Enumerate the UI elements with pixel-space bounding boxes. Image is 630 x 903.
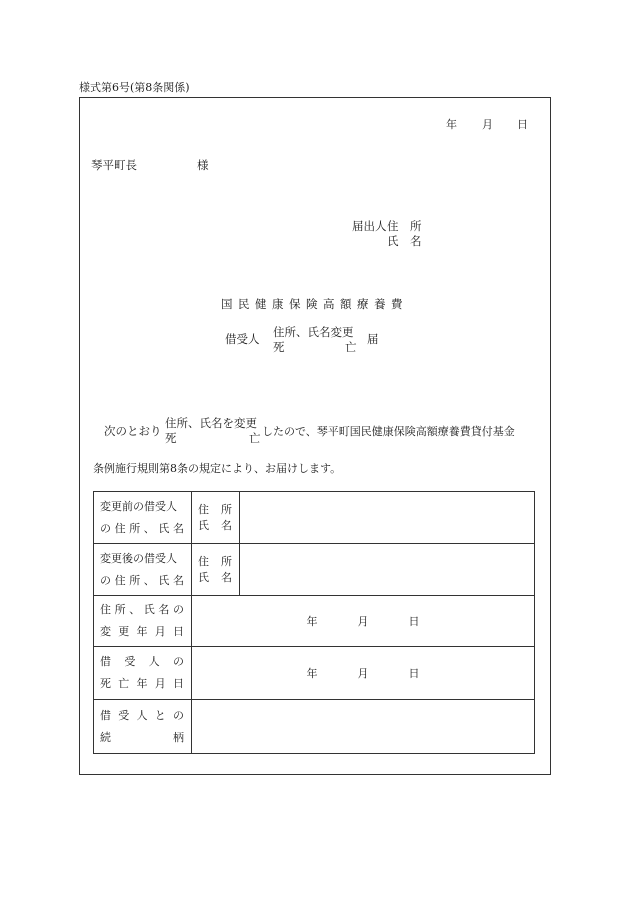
table-row <box>94 544 535 596</box>
body-prefix: 次のとおり <box>104 424 162 438</box>
body-sentence: したので、琴平町国民健康保険高額療養費貸付基金 <box>262 425 515 438</box>
title-option-death-1: 死 <box>273 340 285 354</box>
applicant-address-label: 住 所 <box>387 219 422 233</box>
row-label <box>94 544 192 596</box>
table-row <box>94 492 535 544</box>
title-option-death-2: 亡 <box>345 340 357 354</box>
label-line: 変更前の借受人 <box>100 499 177 513</box>
label-line: の 住 所 、 氏 名 <box>100 573 184 587</box>
table-row <box>94 647 535 700</box>
before-address-name-field[interactable] <box>240 492 535 544</box>
table-row <box>94 700 535 754</box>
row-label <box>94 492 192 544</box>
relationship-field[interactable] <box>192 700 535 754</box>
row-label: 住 所 、 氏 名 の 変 更 年 月 日 <box>94 596 192 647</box>
addressee-name: 琴平町長 <box>91 158 137 172</box>
after-address-name-field[interactable] <box>240 544 535 596</box>
form-number-label: 様式第6号(第8条関係) <box>79 81 190 94</box>
title-suffix: 届 <box>367 332 379 346</box>
body-option-change: 住所、氏名を変更 <box>165 416 257 430</box>
address-name-label: 住 所 氏 名 <box>192 492 240 544</box>
row-label: 借 受 人 と の 続 柄 <box>94 700 192 754</box>
label-line: 変更後の借受人 <box>100 551 177 565</box>
row-label: 借 受 人 の 死 亡 年 月 日 <box>94 647 192 700</box>
date-day-label: 日 <box>517 118 528 131</box>
addressee-honorific: 様 <box>197 158 209 172</box>
table-row <box>94 596 535 647</box>
title-borrower-label: 借受人 <box>225 332 260 346</box>
label-line: の 住 所 、 氏 名 <box>100 521 184 535</box>
details-table <box>93 491 535 754</box>
body-sentence-line2: 条例施行規則第8条の規定により、お届けします。 <box>93 462 342 475</box>
applicant-label: 届出人 <box>352 219 387 233</box>
address-name-label: 住 所 氏 名 <box>192 544 240 596</box>
body-option-death-1: 死 <box>165 431 177 445</box>
death-date-field[interactable]: 年 月 日 <box>192 647 535 700</box>
applicant-name-label: 氏 名 <box>387 234 422 248</box>
title-option-change: 住所、氏名変更 <box>273 325 354 339</box>
body-option-death-2: 亡 <box>249 431 261 445</box>
date-year-label: 年 <box>446 118 457 131</box>
change-date-field[interactable]: 年 月 日 <box>192 596 535 647</box>
date-month-label: 月 <box>482 118 493 131</box>
form-title: 国民健康保険高額療養費 <box>221 297 408 311</box>
